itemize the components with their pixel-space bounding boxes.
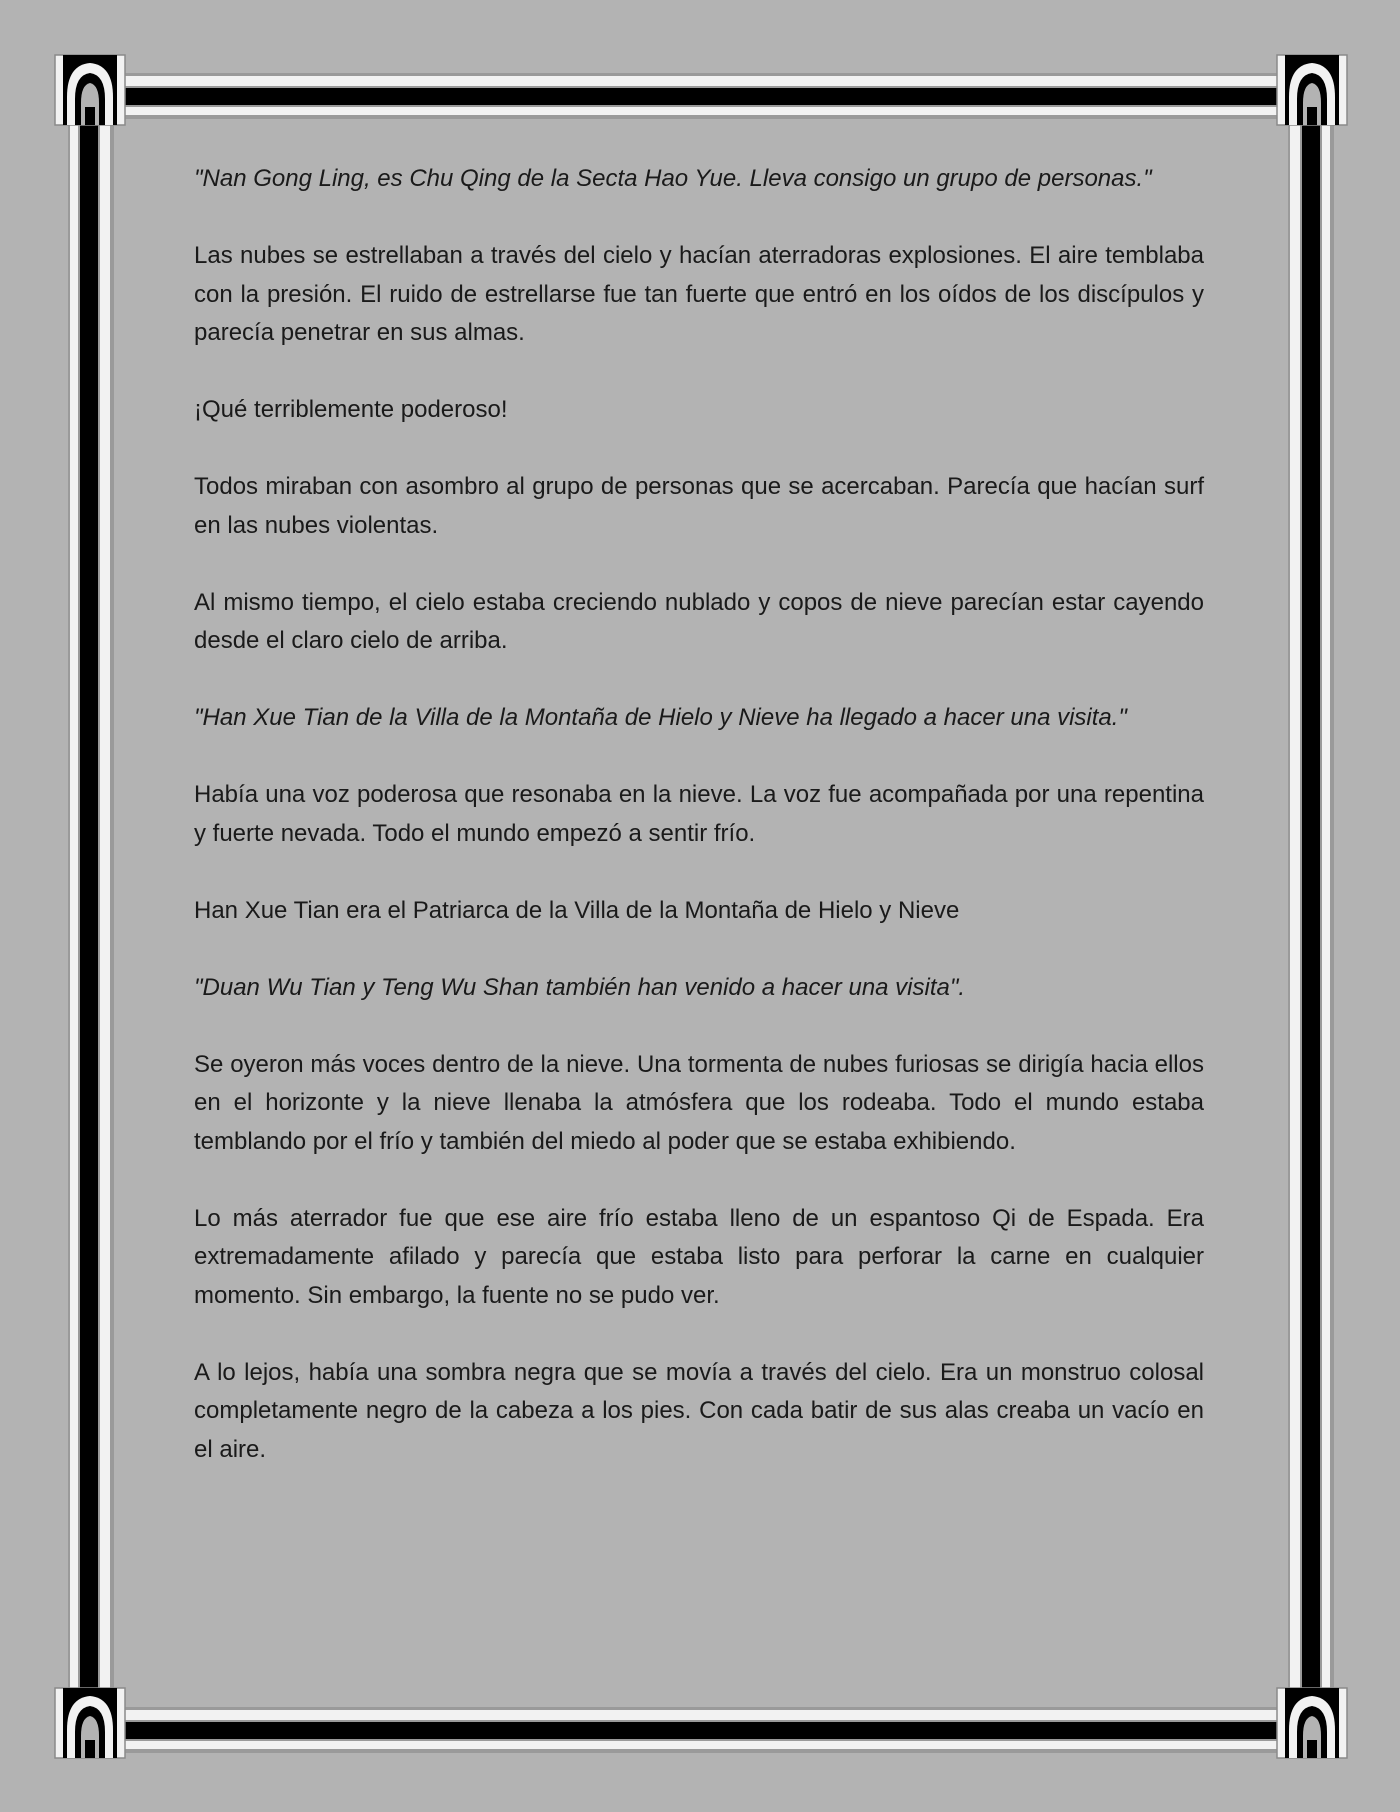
corner-ornament-icon	[55, 55, 125, 125]
bottom-border-bar	[110, 1707, 1290, 1753]
body-paragraph: Han Xue Tian era el Patriarca de la Villa de la Montaña de Hielo y Nieve	[194, 896, 960, 924]
dialogue-paragraph: "Duan Wu Tian y Teng Wu Shan también han venido a hacer una visita".	[194, 973, 966, 1001]
dialogue-paragraph: "Nan Gong Ling, es Chu Qing de la Secta Hao Yue. Lleva consigo un grupo de personas."	[194, 165, 1152, 192]
corner-ornament-icon	[1277, 55, 1347, 125]
body-paragraph: Al mismo tiempo, el cielo estaba creciendo nublado y copos de nieve parecían estar cayendo desde el claro cielo de arriba.	[194, 588, 1204, 654]
document-body	[194, 160, 1204, 1508]
corner-ornament-icon	[1277, 1688, 1347, 1758]
body-paragraph: Se oyeron más voces dentro de la nieve. Una tormenta de nubes furiosas se dirigía hacia ellos en el horizonte y la nieve llenaba la atmósfera que los rodeaba. Todo el mundo estaba temblando por el frío y también del miedo al poder que se estaba exhibiendo.	[194, 1050, 1204, 1155]
right-border-bar	[1288, 118, 1334, 1712]
body-paragraph: Lo más aterrador fue que ese aire frío estaba lleno de un espantoso Qi de Espada. Era extremadamente afilado y parecía que estaba listo para perforar la carne en cualquier momento. Sin embargo, la fuente no se pudo ver.	[194, 1204, 1204, 1309]
dialogue-paragraph: "Han Xue Tian de la Villa de la Montaña de Hielo y Nieve ha llegado a hacer una visita."	[194, 704, 1127, 731]
body-paragraph: Todos miraban con asombro al grupo de personas que se acercaban. Parecía que hacían surf en las nubes violentas.	[194, 473, 1204, 539]
body-paragraph: ¡Qué terriblemente poderoso!	[194, 396, 508, 423]
corner-ornament-icon	[55, 1688, 125, 1758]
body-paragraph: A lo lejos, había una sombra negra que se movía a través del cielo. Era un monstruo colosal completamente negro de la cabeza a los pies. Con cada batir de sus alas creaba un vacío en el aire.	[194, 1358, 1204, 1463]
top-border-bar	[110, 73, 1290, 119]
body-paragraph: Había una voz poderosa que resonaba en la nieve. La voz fue acompañada por una repentina y fuerte nevada. Todo el mundo empezó a sentir frío.	[194, 781, 1204, 847]
body-paragraph: Las nubes se estrellaban a través del cielo y hacían aterradoras explosiones. El aire temblaba con la presión. El ruido de estrellarse fue tan fuerte que entró en los oídos de los discípulos y parecía penetrar en sus almas.	[194, 242, 1204, 346]
left-border-bar	[68, 118, 114, 1712]
